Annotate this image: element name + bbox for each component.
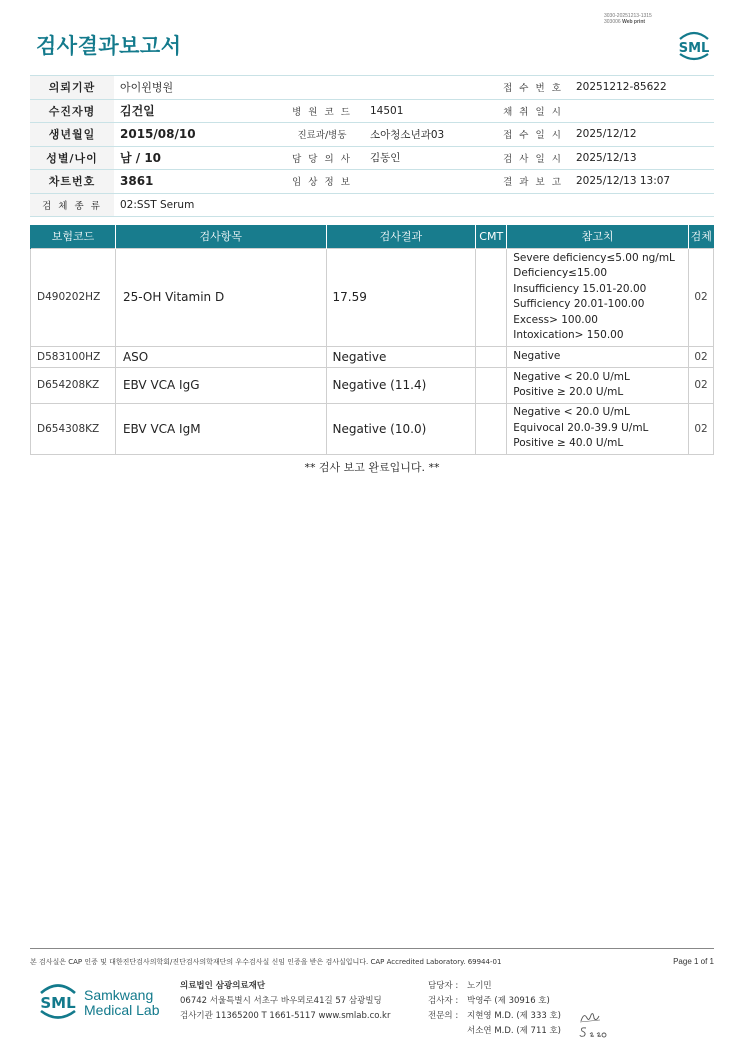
test-date-value: 2025/12/13 [570, 146, 714, 170]
hospital-code-label: 병 원 코 드 [280, 99, 364, 123]
info-row [30, 193, 714, 217]
sex-age-label: 성별/나이 [30, 146, 114, 170]
header-test-item: 검사항목 [115, 225, 326, 248]
row-code: D654208KZ [31, 367, 116, 403]
logo-arc-icon [41, 986, 75, 994]
completion-note: ** 검사 보고 완료입니다. ** [304, 461, 440, 474]
certification-text: 본 검사실은 CAP 인증 및 대한진단검사의학회/진단검사의학재단의 우수검사실 신임 인증을 받은 검사실입니다. CAP Accredited Laboratory. 69944-01 [30, 958, 502, 966]
receipt-no-label: 접 수 번 호 [496, 76, 570, 100]
reference-line: Positive ≥ 40.0 U/mL [513, 437, 624, 450]
staff-row [428, 979, 561, 994]
reference-line: Excess> 100.00 [513, 313, 598, 326]
chart-no-label: 차트번호 [30, 170, 114, 194]
print-meta-line1: 3030-20251213-1315 [604, 13, 652, 19]
test-date-label: 검 사 일 시 [496, 146, 570, 170]
print-meta-id: 303006 [604, 19, 621, 25]
receipt-date-label: 접 수 일 시 [496, 123, 570, 147]
hospital-code-value: 14501 [364, 99, 496, 123]
clinical-info-value [364, 170, 496, 194]
row-code: D583100HZ [31, 346, 116, 367]
row-reference [507, 367, 689, 403]
receipt-no-value: 20251212-85622 [570, 76, 714, 100]
results-table [30, 225, 714, 455]
row-code: D490202HZ [31, 248, 116, 346]
logo-arc-icon [680, 33, 708, 39]
staff-row [428, 1009, 561, 1024]
reference-line: Equivocal 20.0-39.9 U/mL [513, 421, 649, 434]
specimen-type-value: 02:SST Serum [114, 193, 714, 217]
report-date-label: 결 과 보 고 [496, 170, 570, 194]
row-item: EBV VCA IgG [115, 367, 326, 403]
row-specimen: 02 [689, 367, 714, 403]
table-row [31, 248, 714, 346]
patient-info-table [30, 75, 714, 217]
sml-logo-top [674, 26, 714, 62]
results-header-row [31, 225, 714, 248]
signature-1 [578, 1010, 604, 1024]
sml-logo-bottom [36, 978, 80, 1024]
dob-value: 2015/08/10 [114, 123, 280, 147]
collection-date-label: 채 취 일 시 [496, 99, 570, 123]
row-item: ASO [115, 346, 326, 367]
info-row [30, 146, 714, 170]
signature-2 [578, 1024, 608, 1040]
row-cmt [476, 367, 507, 403]
reference-line: Positive ≥ 20.0 U/mL [513, 386, 624, 398]
print-meta [604, 13, 652, 25]
receipt-date-value: 2025/12/12 [570, 123, 714, 147]
row-reference [507, 248, 689, 346]
foundation-info [180, 979, 390, 1024]
row-result: Negative (10.0) [326, 403, 476, 454]
reference-line: Insufficiency 15.01-20.00 [513, 282, 647, 295]
dept-label: 진료과/병동 [280, 123, 364, 147]
dob-label: 생년월일 [30, 123, 114, 147]
foundation-address: 06742 서울특별시 서초구 바우뫼로41길 57 삼광빌딩 [180, 996, 382, 1006]
brand-line2: Medical Lab [84, 1002, 160, 1018]
print-meta-line2 [604, 19, 652, 25]
print-meta-label: Web print [622, 19, 646, 25]
row-item: EBV VCA IgM [115, 403, 326, 454]
staff-name: 서소연 M.D. (제 711 호) [467, 1026, 562, 1036]
staff-role: 전문의 : [428, 1011, 459, 1021]
staff-name: 박영주 (제 30916 호) [467, 996, 550, 1006]
row-item: 25-OH Vitamin D [115, 248, 326, 346]
institution-value: 아이윈병원 [114, 76, 496, 100]
reference-line: Sufficiency 20.01-100.00 [513, 298, 645, 310]
staff-name: 노기민 [467, 981, 492, 991]
reference-line: Negative [513, 349, 561, 362]
foundation-name: 의료법인 삼광의료재단 [180, 981, 266, 991]
collection-date-value [570, 99, 714, 123]
row-code: D654308KZ [31, 403, 116, 454]
header-result: 검사결과 [326, 225, 476, 248]
dept-value: 소아청소년과03 [364, 123, 496, 147]
doctor-value: 김동인 [364, 146, 496, 170]
staff-role: 검사자 : [428, 996, 459, 1006]
row-specimen: 02 [689, 403, 714, 454]
specimen-type-label: 검 체 종 류 [30, 193, 114, 217]
header-specimen: 검체 [689, 225, 714, 248]
header-reference: 참고치 [507, 225, 689, 248]
logo-text: SML [40, 994, 76, 1012]
reference-line: Intoxication> 150.00 [513, 329, 624, 341]
table-row [31, 403, 714, 454]
info-row [30, 76, 714, 100]
table-row [31, 367, 714, 403]
sex-age-value: 남 / 10 [114, 146, 280, 170]
reference-line: Negative < 20.0 U/mL [513, 370, 630, 383]
clinical-info-label: 임 상 정 보 [280, 170, 364, 194]
reference-line: Negative < 20.0 U/mL [513, 406, 630, 419]
doctor-label: 담 당 의 사 [280, 146, 364, 170]
report-title: 검사결과보고서 [36, 34, 182, 58]
reference-line: Deficiency≤15.00 [513, 267, 608, 279]
staff-role: 담당자 : [428, 981, 459, 991]
staff-row [428, 1024, 561, 1039]
brand-line1: Samkwang [84, 987, 154, 1003]
page-number: Page 1 of 1 [673, 957, 714, 966]
footer-divider [30, 948, 714, 949]
row-reference [507, 403, 689, 454]
header-cmt: CMT [476, 225, 507, 248]
info-row [30, 99, 714, 123]
table-row [31, 346, 714, 367]
row-cmt [476, 403, 507, 454]
row-result: 17.59 [326, 248, 476, 346]
foundation-contact: 검사기관 11365200 T 1661-5117 www.smlab.co.kr [180, 1011, 391, 1021]
patient-name-value: 김건일 [114, 99, 280, 123]
row-cmt [476, 346, 507, 367]
logo-text: SML [678, 41, 710, 56]
patient-name-label: 수진자명 [30, 99, 114, 123]
row-specimen: 02 [689, 248, 714, 346]
staff-row [428, 994, 561, 1009]
report-date-value: 2025/12/13 13:07 [570, 170, 714, 194]
row-specimen: 02 [689, 346, 714, 367]
staff-role [428, 1024, 467, 1039]
staff-name: 지현영 M.D. (제 333 호) [467, 1011, 562, 1021]
chart-no-value: 3861 [114, 170, 280, 194]
info-row [30, 170, 714, 194]
row-reference [507, 346, 689, 367]
header-insurance-code: 보험코드 [31, 225, 116, 248]
staff-list [428, 979, 561, 1039]
reference-line: Severe deficiency≤5.00 ng/mL [513, 251, 675, 264]
row-result: Negative [326, 346, 476, 367]
brand-name [84, 988, 160, 1018]
row-result: Negative (11.4) [326, 367, 476, 403]
institution-label: 의뢰기관 [30, 76, 114, 100]
row-cmt [476, 248, 507, 346]
info-row [30, 123, 714, 147]
